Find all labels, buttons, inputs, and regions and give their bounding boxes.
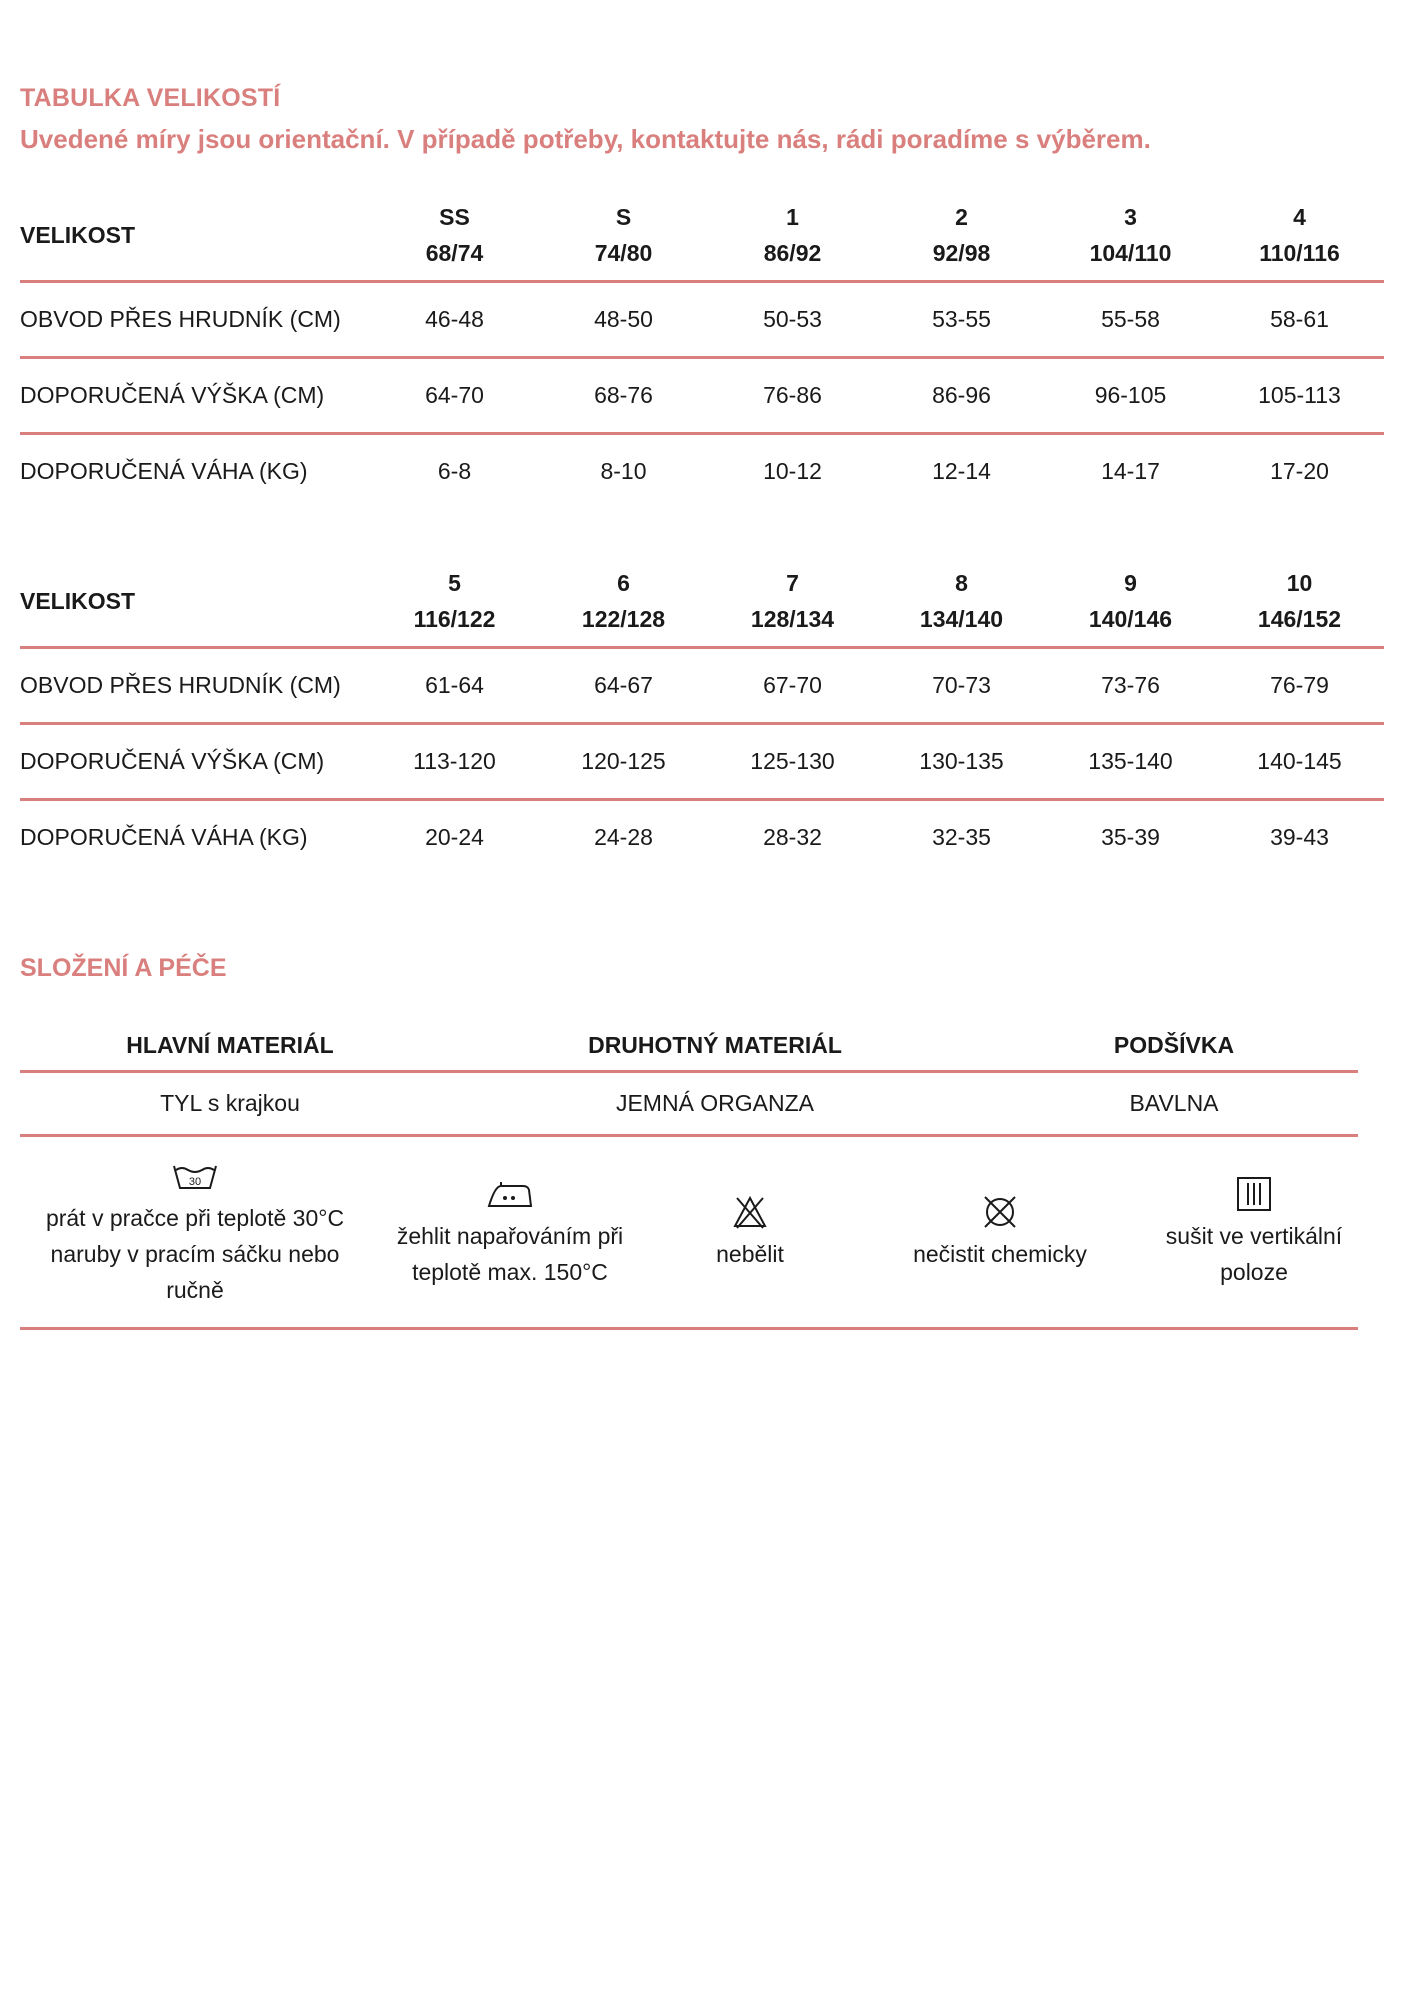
care-item-bleach [650, 1137, 850, 1327]
size-column-header [370, 556, 539, 648]
size-code: 4 [1293, 204, 1306, 230]
table-cell: 68-76 [539, 358, 708, 434]
size-range: 140/146 [1088, 606, 1173, 632]
size-range: 146/152 [1257, 606, 1342, 632]
size-header-row [20, 190, 1384, 282]
table-cell: 14-17 [1101, 458, 1160, 484]
size-range: 122/128 [581, 606, 666, 632]
materials-table [20, 1020, 1358, 1137]
table-cell: 120-125 [539, 724, 708, 800]
materials-row [20, 1072, 1358, 1136]
size-range: 92/98 [932, 240, 991, 266]
table-cell: 64-70 [370, 358, 539, 434]
size-code: S [615, 204, 632, 230]
size-range: 116/122 [413, 606, 496, 632]
table-cell: 46-48 [370, 282, 539, 358]
size-column-header [708, 556, 877, 648]
lining-header: PODŠÍVKA [990, 1020, 1358, 1072]
size-column-header [539, 190, 708, 282]
care-text: sušit ve vertikální poloze [1165, 1223, 1343, 1285]
row-label: DOPORUČENÁ VÁHA (KG) [20, 824, 308, 850]
size-column-header [877, 556, 1046, 648]
main-material-header: HLAVNÍ MATERIÁL [20, 1020, 440, 1072]
table-cell: 53-55 [877, 282, 1046, 358]
page-subtitle: Uvedené míry jsou orientační. V případě potřeby, kontaktujte nás, rádi poradíme s výběrem. [20, 124, 1151, 154]
table-cell: 32-35 [932, 824, 991, 850]
size-range: 86/92 [763, 240, 822, 266]
size-range: 128/134 [750, 606, 835, 632]
table-cell: 125-130 [708, 724, 877, 800]
size-code: 7 [786, 570, 799, 596]
size-range: 104/110 [1089, 240, 1172, 266]
page-title: TABULKA VELIKOSTÍ [20, 84, 281, 112]
table-cell: 48-50 [539, 282, 708, 358]
size-code: 1 [786, 204, 799, 230]
wash-30-icon [170, 1156, 220, 1196]
table-cell: 10-12 [763, 458, 822, 484]
row-label: DOPORUČENÁ VÁHA (KG) [20, 458, 308, 484]
size-column-header [1215, 556, 1384, 648]
row-label: OBVOD PŘES HRUDNÍK (CM) [20, 282, 370, 358]
no-bleach-icon [725, 1192, 775, 1232]
table-cell: 8-10 [600, 458, 647, 484]
table-cell: 55-58 [1046, 282, 1215, 358]
table-cell: 17-20 [1270, 458, 1329, 484]
materials-header-row [20, 1020, 1358, 1072]
size-column-header [877, 190, 1046, 282]
size-code: 6 [617, 570, 630, 596]
size-code: SS [439, 204, 470, 230]
size-code: 8 [955, 570, 968, 596]
table-cell: 113-120 [370, 724, 539, 800]
size-column-header [539, 556, 708, 648]
care-text: nečistit chemicky [913, 1241, 1087, 1267]
size-range: 68/74 [425, 240, 484, 266]
table-cell: 73-76 [1046, 648, 1215, 724]
table-cell: 39-43 [1270, 824, 1329, 850]
size-column-header [1046, 190, 1215, 282]
table-cell: 130-135 [877, 724, 1046, 800]
table-row [20, 724, 1384, 800]
table-row [20, 358, 1384, 434]
table-cell: 12-14 [932, 458, 991, 484]
table-cell: 64-67 [539, 648, 708, 724]
table-cell: 140-145 [1215, 724, 1384, 800]
table-cell: 35-39 [1101, 824, 1160, 850]
table-cell: 20-24 [425, 824, 484, 850]
table-cell: 67-70 [708, 648, 877, 724]
table-cell: 70-73 [877, 648, 1046, 724]
table-cell: 6-8 [437, 458, 472, 484]
table-cell: 28-32 [763, 824, 822, 850]
table-cell: 96-105 [1046, 358, 1215, 434]
table-cell: 76-79 [1215, 648, 1384, 724]
composition-title: SLOŽENÍ A PÉČE [20, 954, 227, 982]
table-cell: 24-28 [594, 824, 653, 850]
size-table [20, 190, 1384, 508]
row-header-label: VELIKOST [20, 190, 370, 282]
care-text: nebělit [716, 1241, 784, 1267]
care-text: prát v pračce při teplotě 30°C naruby v pracím sáčku nebo ručně [45, 1205, 345, 1303]
table-row [20, 648, 1384, 724]
size-range: 134/140 [919, 606, 1004, 632]
table-row [20, 282, 1384, 358]
table-cell: 105-113 [1215, 358, 1384, 434]
table-cell: 58-61 [1215, 282, 1384, 358]
row-label: DOPORUČENÁ VÝŠKA (CM) [20, 358, 370, 434]
size-header-row [20, 556, 1384, 648]
size-column-header [370, 190, 539, 282]
size-code: 10 [1286, 570, 1313, 596]
secondary-material-value: JEMNÁ ORGANZA [440, 1072, 990, 1136]
row-label: OBVOD PŘES HRUDNÍK (CM) [20, 648, 370, 724]
dry-vertical-icon [1229, 1174, 1279, 1214]
wash-temp-label: 30 [188, 1176, 202, 1188]
no-dry-clean-icon [975, 1192, 1025, 1232]
size-table [20, 556, 1384, 874]
care-text: žehlit napařováním při teplotě max. 150°C [396, 1223, 624, 1285]
row-header-label: VELIKOST [20, 556, 370, 648]
secondary-material-header: DRUHOTNÝ MATERIÁL [440, 1020, 990, 1072]
size-range: 74/80 [594, 240, 653, 266]
size-column-header [708, 190, 877, 282]
size-code: 5 [448, 570, 461, 596]
table-cell: 50-53 [708, 282, 877, 358]
size-column-header [1215, 190, 1384, 282]
size-column-header [1046, 556, 1215, 648]
table-cell: 61-64 [370, 648, 539, 724]
size-code: 9 [1124, 570, 1137, 596]
care-item-dry [1150, 1137, 1358, 1327]
size-range: 110/116 [1259, 240, 1340, 266]
table-cell: 76-86 [708, 358, 877, 434]
table-cell: 86-96 [877, 358, 1046, 434]
table-row [20, 434, 1384, 509]
table-cell: 135-140 [1046, 724, 1215, 800]
care-item-dry-clean [850, 1137, 1150, 1327]
row-label: DOPORUČENÁ VÝŠKA (CM) [20, 724, 370, 800]
lining-value: BAVLNA [990, 1072, 1358, 1136]
care-item-iron [370, 1137, 650, 1327]
main-material-value: TYL s krajkou [20, 1072, 440, 1136]
size-code: 2 [955, 204, 968, 230]
size-code: 3 [1124, 204, 1137, 230]
care-instructions [20, 1137, 1358, 1330]
care-item-wash [20, 1137, 370, 1327]
iron-steam-icon [485, 1174, 535, 1214]
table-row [20, 800, 1384, 875]
